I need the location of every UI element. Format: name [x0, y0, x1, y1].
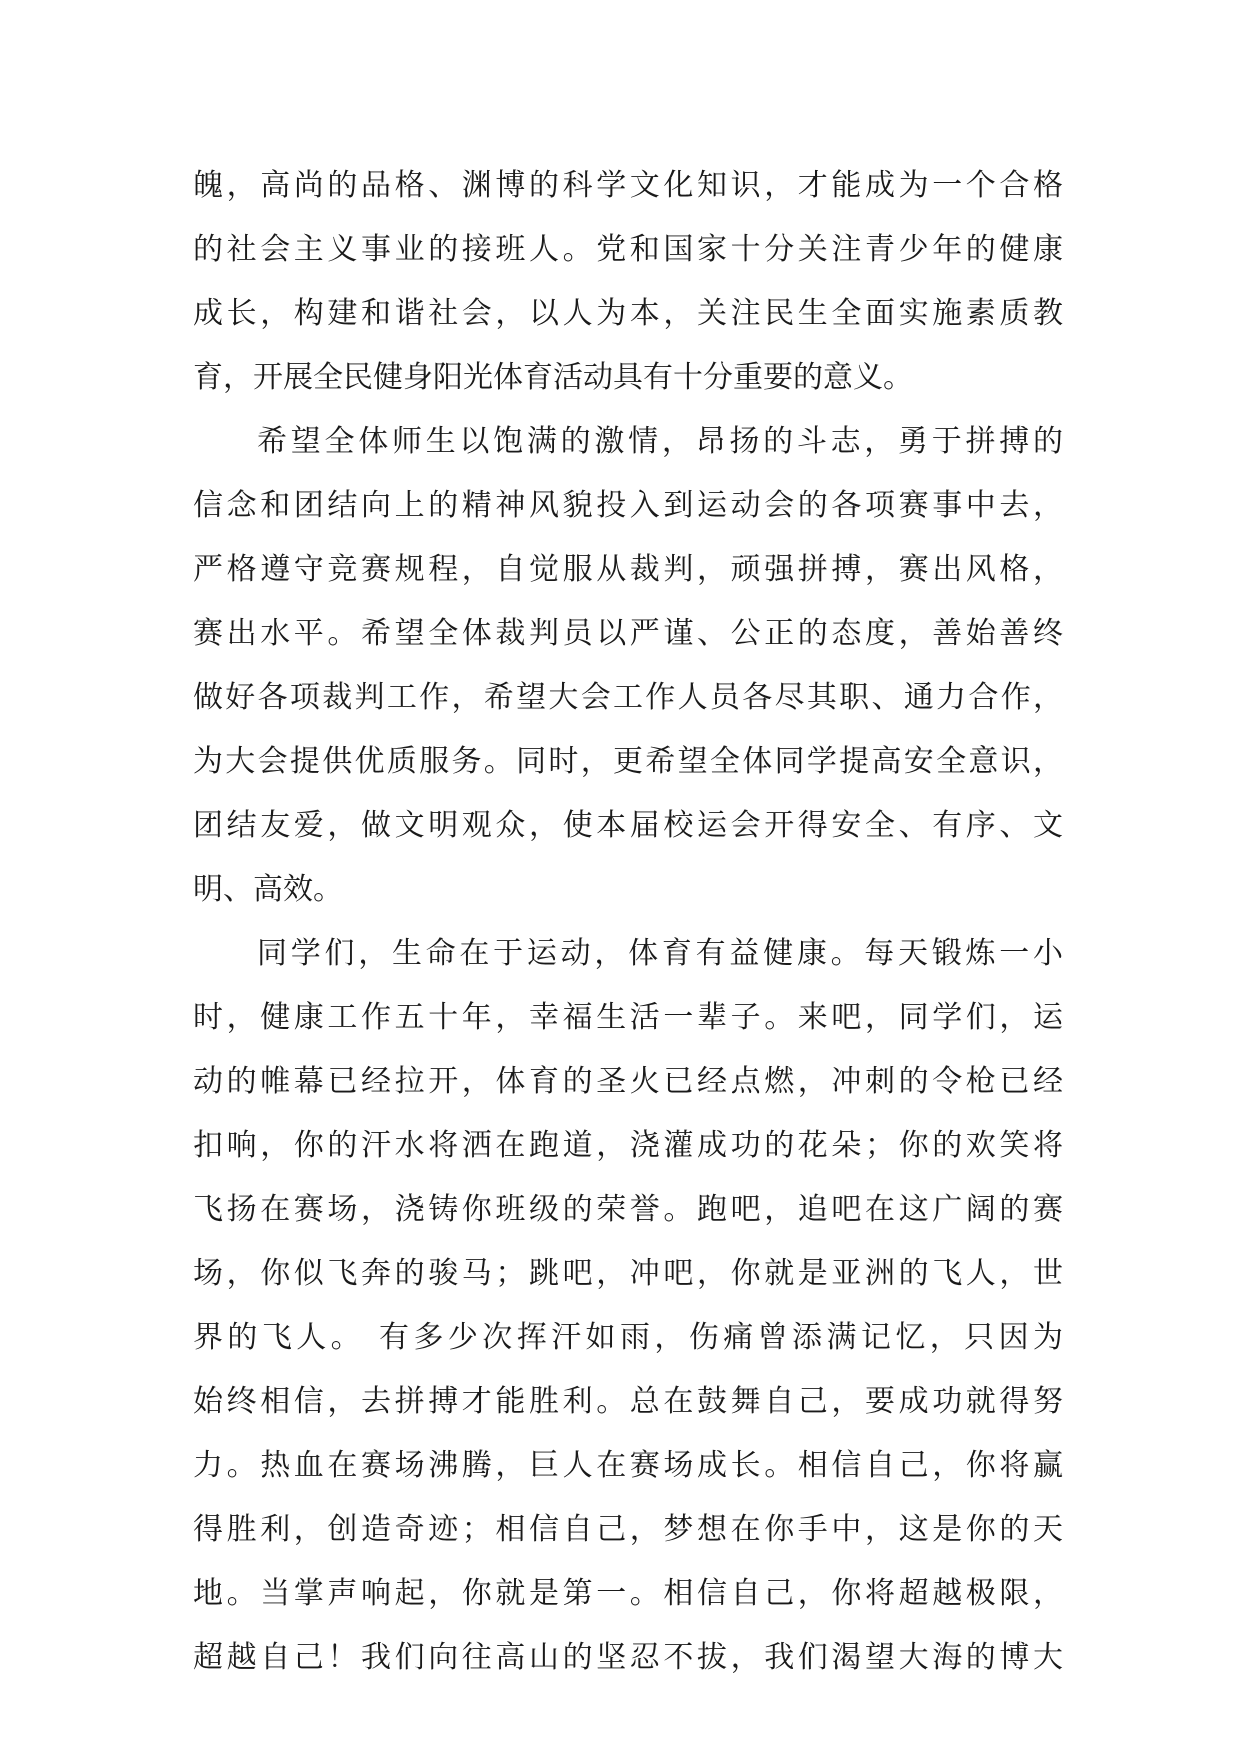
text-line: 得胜利，创造奇迹；相信自己，梦想在你手中，这是你的天 — [193, 1512, 1063, 1547]
text-line: 飞扬在赛场，浇铸你班级的荣誉。跑吧，追吧在这广阔的赛 — [193, 1192, 1063, 1227]
text-line: 时，健康工作五十年，幸福生活一辈子。来吧，同学们，运 — [193, 1000, 1063, 1035]
text-line: 魄，高尚的品格、渊博的科学文化知识，才能成为一个合格 — [193, 168, 1063, 203]
text-line: 同学们，生命在于运动，体育有益健康。每天锻炼一小 — [257, 936, 1063, 971]
text-line: 力。热血在赛场沸腾，巨人在赛场成长。相信自己，你将赢 — [193, 1448, 1063, 1483]
text-line: 场，你似飞奔的骏马；跳吧，冲吧，你就是亚洲的飞人，世 — [193, 1256, 1063, 1291]
text-line: 动的帷幕已经拉开，体育的圣火已经点燃，冲刺的令枪已经 — [193, 1064, 1063, 1099]
text-line: 扣响，你的汗水将洒在跑道，浇灌成功的花朵；你的欢笑将 — [193, 1128, 1063, 1163]
text-line: 明、高效。 — [193, 872, 343, 907]
text-line: 做好各项裁判工作，希望大会工作人员各尽其职、通力合作， — [193, 680, 1063, 715]
text-line: 信念和团结向上的精神风貌投入到运动会的各项赛事中去， — [193, 488, 1063, 523]
text-line: 希望全体师生以饱满的激情，昂扬的斗志，勇于拼搏的 — [257, 424, 1063, 459]
body-text — [193, 154, 1063, 1690]
text-line: 育，开展全民健身阳光体育活动具有十分重要的意义。 — [193, 360, 913, 395]
paragraph — [193, 154, 1063, 410]
text-line: 严格遵守竞赛规程，自觉服从裁判，顽强拼搏，赛出风格， — [193, 552, 1063, 587]
paragraph — [193, 410, 1063, 922]
text-line: 超越自己！我们向往高山的坚忍不拔，我们渴望大海的博大 — [193, 1640, 1063, 1675]
text-line: 赛出水平。希望全体裁判员以严谨、公正的态度，善始善终 — [193, 616, 1063, 651]
paragraph — [193, 922, 1063, 1690]
text-line: 成长，构建和谐社会，以人为本，关注民生全面实施素质教 — [193, 296, 1063, 331]
text-line: 界的飞人。 有多少次挥汗如雨，伤痛曾添满记忆，只因为 — [193, 1320, 1063, 1355]
text-line: 为大会提供优质服务。同时，更希望全体同学提高安全意识， — [193, 744, 1063, 779]
text-line: 地。当掌声响起，你就是第一。相信自己，你将超越极限， — [193, 1576, 1063, 1611]
text-line: 团结友爱，做文明观众，使本届校运会开得安全、有序、文 — [193, 808, 1063, 843]
text-line: 始终相信，去拼搏才能胜利。总在鼓舞自己，要成功就得努 — [193, 1384, 1063, 1419]
text-line: 的社会主义事业的接班人。党和国家十分关注青少年的健康 — [193, 232, 1063, 267]
